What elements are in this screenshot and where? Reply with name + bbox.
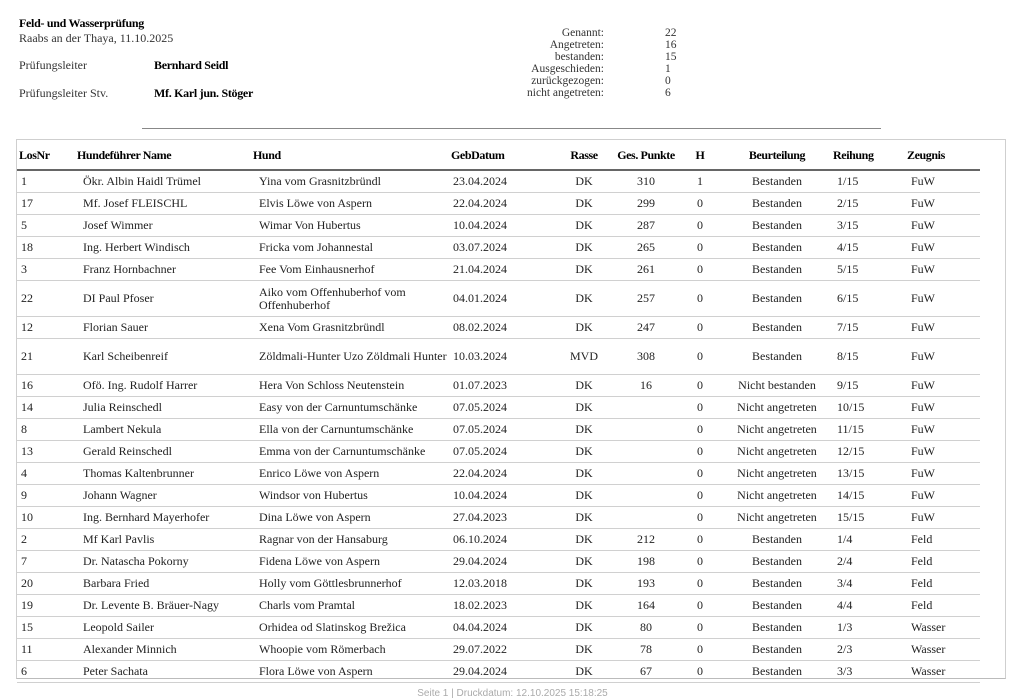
col-reihung-cell: 1/3 <box>831 617 905 639</box>
results-table <box>17 140 980 683</box>
col-rasse-cell: DK <box>553 419 615 441</box>
col-gebdatum-cell: 04.01.2024 <box>449 281 553 317</box>
col-rasse-cell: DK <box>553 259 615 281</box>
stat-label: zurückgezogen: <box>531 75 604 87</box>
col-reihung-cell: 2/4 <box>831 551 905 573</box>
col-zeugnis-cell: Wasser <box>905 661 980 683</box>
col-hundefuehrer-cell: Julia Reinschedl <box>75 397 251 419</box>
table-row <box>17 339 980 375</box>
col-hundefuehrer-cell: Dr. Natascha Pokorny <box>75 551 251 573</box>
stat-label: Angetreten: <box>549 39 604 51</box>
col-hund-cell: Fricka vom Johannestal <box>251 237 449 259</box>
col-losnr-cell: 17 <box>17 193 75 215</box>
col-gebdatum-cell: 07.05.2024 <box>449 441 553 463</box>
col-beurteilung-cell: Bestanden <box>723 215 831 237</box>
col-hundefuehrer-cell: Leopold Sailer <box>75 617 251 639</box>
col-punkte-cell: 67 <box>615 661 677 683</box>
col-zeugnis-cell: Feld <box>905 573 980 595</box>
table-row <box>17 281 980 317</box>
col-gebdatum-cell: 29.07.2022 <box>449 639 553 661</box>
col-reihung-cell: 8/15 <box>831 339 905 375</box>
table-row <box>17 551 980 573</box>
col-beurteilung-cell: Bestanden <box>723 595 831 617</box>
header-col-gebdatum: GebDatum <box>449 140 553 170</box>
col-h-cell: 0 <box>677 281 723 317</box>
table-row <box>17 170 980 193</box>
col-zeugnis-cell: FuW <box>905 375 980 397</box>
col-punkte-cell: 164 <box>615 595 677 617</box>
col-hundefuehrer-cell: Ing. Bernhard Mayerhofer <box>75 507 251 529</box>
col-reihung-cell: 2/15 <box>831 193 905 215</box>
col-reihung-cell: 6/15 <box>831 281 905 317</box>
col-punkte-cell <box>615 441 677 463</box>
col-h-cell: 0 <box>677 419 723 441</box>
col-gebdatum-cell: 03.07.2024 <box>449 237 553 259</box>
col-h-cell: 1 <box>677 170 723 193</box>
col-zeugnis-cell: FuW <box>905 237 980 259</box>
header-col-rasse: Rasse <box>553 140 615 170</box>
col-hund-cell: Easy von der Carnuntumschänke <box>251 397 449 419</box>
col-losnr-cell: 4 <box>17 463 75 485</box>
col-losnr-cell: 20 <box>17 573 75 595</box>
col-h-cell: 0 <box>677 317 723 339</box>
col-gebdatum-cell: 27.04.2023 <box>449 507 553 529</box>
col-zeugnis-cell: FuW <box>905 419 980 441</box>
col-gebdatum-cell: 23.04.2024 <box>449 170 553 193</box>
table-row <box>17 441 980 463</box>
col-hundefuehrer-cell: Franz Hornbachner <box>75 259 251 281</box>
col-rasse-cell: DK <box>553 215 615 237</box>
col-hundefuehrer-cell: Gerald Reinschedl <box>75 441 251 463</box>
col-punkte-cell <box>615 397 677 419</box>
col-zeugnis-cell: FuW <box>905 507 980 529</box>
col-beurteilung-cell: Nicht angetreten <box>723 441 831 463</box>
col-hund-cell: Whoopie vom Römerbach <box>251 639 449 661</box>
col-punkte-cell: 261 <box>615 259 677 281</box>
stat-row <box>500 39 700 51</box>
col-punkte-cell <box>615 507 677 529</box>
col-hund-cell: Xena Vom Grasnitzbründl <box>251 317 449 339</box>
table-row <box>17 661 980 683</box>
col-punkte-cell: 257 <box>615 281 677 317</box>
col-hund-cell: Windsor von Hubertus <box>251 485 449 507</box>
col-zeugnis-cell: Wasser <box>905 617 980 639</box>
deputy-label: Prüfungsleiter Stv. <box>19 86 109 100</box>
col-zeugnis-cell: FuW <box>905 170 980 193</box>
col-zeugnis-cell: FuW <box>905 463 980 485</box>
col-losnr-cell: 5 <box>17 215 75 237</box>
col-gebdatum-cell: 06.10.2024 <box>449 529 553 551</box>
col-gebdatum-cell: 01.07.2023 <box>449 375 553 397</box>
col-reihung-cell: 7/15 <box>831 317 905 339</box>
col-losnr-cell: 3 <box>17 259 75 281</box>
col-reihung-cell: 1/15 <box>831 170 905 193</box>
col-beurteilung-cell: Nicht bestanden <box>723 375 831 397</box>
col-gebdatum-cell: 29.04.2024 <box>449 661 553 683</box>
col-rasse-cell: MVD <box>553 339 615 375</box>
col-hundefuehrer-cell: Ing. Herbert Windisch <box>75 237 251 259</box>
col-punkte-cell: 193 <box>615 573 677 595</box>
statistics-summary <box>500 27 700 99</box>
header-col-beurteilung: Beurteilung <box>723 140 831 170</box>
col-gebdatum-cell: 07.05.2024 <box>449 397 553 419</box>
col-gebdatum-cell: 07.05.2024 <box>449 419 553 441</box>
col-punkte-cell: 265 <box>615 237 677 259</box>
col-beurteilung-cell: Bestanden <box>723 339 831 375</box>
col-losnr-cell: 18 <box>17 237 75 259</box>
col-reihung-cell: 12/15 <box>831 441 905 463</box>
col-hund-cell: Hera Von Schloss Neutenstein <box>251 375 449 397</box>
document-title: Feld- und Wasserprüfung <box>19 16 144 30</box>
table-row <box>17 595 980 617</box>
header-col-reihung: Reihung <box>831 140 905 170</box>
col-hundefuehrer-cell: Barbara Fried <box>75 573 251 595</box>
col-h-cell: 0 <box>677 463 723 485</box>
col-zeugnis-cell: FuW <box>905 317 980 339</box>
col-zeugnis-cell: FuW <box>905 259 980 281</box>
col-hundefuehrer-cell: Karl Scheibenreif <box>75 339 251 375</box>
col-h-cell: 0 <box>677 573 723 595</box>
stat-label: bestanden: <box>554 51 604 63</box>
col-losnr-cell: 12 <box>17 317 75 339</box>
stat-value: 0 <box>665 75 671 87</box>
stat-row <box>500 63 700 75</box>
col-hund-cell: Aiko vom Offenhuberhof vom Offenhuberhof <box>251 281 449 317</box>
col-gebdatum-cell: 04.04.2024 <box>449 617 553 639</box>
col-beurteilung-cell: Bestanden <box>723 617 831 639</box>
col-h-cell: 0 <box>677 617 723 639</box>
stat-row <box>500 75 700 87</box>
col-losnr-cell: 7 <box>17 551 75 573</box>
col-h-cell: 0 <box>677 441 723 463</box>
col-zeugnis-cell: FuW <box>905 441 980 463</box>
col-hund-cell: Flora Löwe von Aspern <box>251 661 449 683</box>
stat-row <box>500 87 700 99</box>
col-rasse-cell: DK <box>553 573 615 595</box>
col-punkte-cell: 80 <box>615 617 677 639</box>
col-beurteilung-cell: Bestanden <box>723 259 831 281</box>
table-header-row <box>17 140 980 170</box>
col-reihung-cell: 10/15 <box>831 397 905 419</box>
col-rasse-cell: DK <box>553 485 615 507</box>
location-date: Raabs an der Thaya, 11.10.2025 <box>19 31 174 45</box>
col-rasse-cell: DK <box>553 551 615 573</box>
header-col-losnr: LosNr <box>17 140 75 170</box>
stat-value: 1 <box>665 63 671 75</box>
stat-row <box>500 27 700 39</box>
table-row <box>17 507 980 529</box>
col-hundefuehrer-cell: Dr. Levente B. Bräuer-Nagy <box>75 595 251 617</box>
col-punkte-cell: 198 <box>615 551 677 573</box>
col-punkte-cell: 16 <box>615 375 677 397</box>
col-h-cell: 0 <box>677 215 723 237</box>
col-gebdatum-cell: 18.02.2023 <box>449 595 553 617</box>
col-zeugnis-cell: Wasser <box>905 639 980 661</box>
col-rasse-cell: DK <box>553 237 615 259</box>
col-punkte-cell: 308 <box>615 339 677 375</box>
stat-value: 16 <box>665 39 677 51</box>
col-zeugnis-cell: FuW <box>905 215 980 237</box>
col-h-cell: 0 <box>677 237 723 259</box>
col-gebdatum-cell: 10.04.2024 <box>449 215 553 237</box>
table-row <box>17 529 980 551</box>
col-gebdatum-cell: 10.04.2024 <box>449 485 553 507</box>
table-row <box>17 573 980 595</box>
col-rasse-cell: DK <box>553 595 615 617</box>
col-hundefuehrer-cell: Alexander Minnich <box>75 639 251 661</box>
col-reihung-cell: 2/3 <box>831 639 905 661</box>
col-zeugnis-cell: FuW <box>905 485 980 507</box>
col-beurteilung-cell: Bestanden <box>723 639 831 661</box>
col-h-cell: 0 <box>677 529 723 551</box>
col-zeugnis-cell: FuW <box>905 397 980 419</box>
col-punkte-cell: 299 <box>615 193 677 215</box>
col-zeugnis-cell: Feld <box>905 529 980 551</box>
col-beurteilung-cell: Bestanden <box>723 573 831 595</box>
col-hund-cell: Fee Vom Einhausnerhof <box>251 259 449 281</box>
col-hundefuehrer-cell: Ofö. Ing. Rudolf Harrer <box>75 375 251 397</box>
col-rasse-cell: DK <box>553 441 615 463</box>
col-h-cell: 0 <box>677 661 723 683</box>
col-hundefuehrer-cell: Thomas Kaltenbrunner <box>75 463 251 485</box>
table-row <box>17 485 980 507</box>
col-losnr-cell: 2 <box>17 529 75 551</box>
col-rasse-cell: DK <box>553 661 615 683</box>
col-hund-cell: Charls vom Pramtal <box>251 595 449 617</box>
header-col-punkte: Ges. Punkte <box>615 140 677 170</box>
col-rasse-cell: DK <box>553 529 615 551</box>
col-hundefuehrer-cell: Florian Sauer <box>75 317 251 339</box>
col-punkte-cell <box>615 485 677 507</box>
col-beurteilung-cell: Nicht angetreten <box>723 485 831 507</box>
header-col-zeugnis: Zeugnis <box>905 140 980 170</box>
col-reihung-cell: 13/15 <box>831 463 905 485</box>
col-punkte-cell: 247 <box>615 317 677 339</box>
col-reihung-cell: 3/15 <box>831 215 905 237</box>
col-hund-cell: Dina Löwe von Aspern <box>251 507 449 529</box>
col-gebdatum-cell: 10.03.2024 <box>449 339 553 375</box>
stat-label: nicht angetreten: <box>527 87 604 99</box>
col-punkte-cell: 212 <box>615 529 677 551</box>
col-rasse-cell: DK <box>553 463 615 485</box>
col-gebdatum-cell: 22.04.2024 <box>449 193 553 215</box>
col-losnr-cell: 10 <box>17 507 75 529</box>
col-zeugnis-cell: Feld <box>905 551 980 573</box>
col-losnr-cell: 8 <box>17 419 75 441</box>
col-h-cell: 0 <box>677 551 723 573</box>
col-beurteilung-cell: Nicht angetreten <box>723 397 831 419</box>
col-hund-cell: Wimar Von Hubertus <box>251 215 449 237</box>
table-row <box>17 463 980 485</box>
header-col-h: H <box>677 140 723 170</box>
col-hund-cell: Yina vom Grasnitzbründl <box>251 170 449 193</box>
col-hund-cell: Ragnar von der Hansaburg <box>251 529 449 551</box>
col-reihung-cell: 11/15 <box>831 419 905 441</box>
col-beurteilung-cell: Bestanden <box>723 551 831 573</box>
col-h-cell: 0 <box>677 193 723 215</box>
col-punkte-cell: 310 <box>615 170 677 193</box>
col-rasse-cell: DK <box>553 170 615 193</box>
col-reihung-cell: 4/4 <box>831 595 905 617</box>
col-h-cell: 0 <box>677 507 723 529</box>
col-losnr-cell: 1 <box>17 170 75 193</box>
col-hundefuehrer-cell: Johann Wagner <box>75 485 251 507</box>
table-row <box>17 397 980 419</box>
col-losnr-cell: 14 <box>17 397 75 419</box>
col-losnr-cell: 22 <box>17 281 75 317</box>
col-punkte-cell <box>615 463 677 485</box>
deputy-name: Mf. Karl jun. Stöger <box>154 86 253 100</box>
col-reihung-cell: 4/15 <box>831 237 905 259</box>
col-losnr-cell: 11 <box>17 639 75 661</box>
col-rasse-cell: DK <box>553 639 615 661</box>
col-zeugnis-cell: FuW <box>905 281 980 317</box>
col-hundefuehrer-cell: Lambert Nekula <box>75 419 251 441</box>
col-reihung-cell: 3/4 <box>831 573 905 595</box>
col-beurteilung-cell: Nicht angetreten <box>723 463 831 485</box>
stat-label: Ausgeschieden: <box>531 63 604 75</box>
col-beurteilung-cell: Bestanden <box>723 281 831 317</box>
table-row <box>17 419 980 441</box>
col-hundefuehrer-cell: Mf. Josef FLEISCHL <box>75 193 251 215</box>
col-losnr-cell: 16 <box>17 375 75 397</box>
col-rasse-cell: DK <box>553 507 615 529</box>
col-hund-cell: Enrico Löwe von Aspern <box>251 463 449 485</box>
col-hund-cell: Ella von der Carnuntumschänke <box>251 419 449 441</box>
leader-name: Bernhard Seidl <box>154 58 229 72</box>
col-punkte-cell: 78 <box>615 639 677 661</box>
col-h-cell: 0 <box>677 397 723 419</box>
col-losnr-cell: 21 <box>17 339 75 375</box>
col-gebdatum-cell: 22.04.2024 <box>449 463 553 485</box>
col-hundefuehrer-cell: Ökr. Albin Haidl Trümel <box>75 170 251 193</box>
col-gebdatum-cell: 12.03.2018 <box>449 573 553 595</box>
col-reihung-cell: 15/15 <box>831 507 905 529</box>
col-losnr-cell: 13 <box>17 441 75 463</box>
col-rasse-cell: DK <box>553 281 615 317</box>
table-row <box>17 639 980 661</box>
table-row <box>17 617 980 639</box>
col-beurteilung-cell: Nicht angetreten <box>723 507 831 529</box>
col-h-cell: 0 <box>677 339 723 375</box>
table-row <box>17 317 980 339</box>
col-h-cell: 0 <box>677 375 723 397</box>
col-rasse-cell: DK <box>553 397 615 419</box>
table-row <box>17 375 980 397</box>
col-zeugnis-cell: Feld <box>905 595 980 617</box>
col-beurteilung-cell: Bestanden <box>723 317 831 339</box>
col-hundefuehrer-cell: Josef Wimmer <box>75 215 251 237</box>
col-hund-cell: Elvis Löwe von Aspern <box>251 193 449 215</box>
col-hund-cell: Fidena Löwe von Aspern <box>251 551 449 573</box>
stat-label: Genannt: <box>561 27 604 39</box>
col-zeugnis-cell: FuW <box>905 193 980 215</box>
col-beurteilung-cell: Bestanden <box>723 237 831 259</box>
col-losnr-cell: 15 <box>17 617 75 639</box>
col-beurteilung-cell: Nicht angetreten <box>723 419 831 441</box>
col-losnr-cell: 6 <box>17 661 75 683</box>
col-gebdatum-cell: 08.02.2024 <box>449 317 553 339</box>
col-rasse-cell: DK <box>553 375 615 397</box>
col-rasse-cell: DK <box>553 617 615 639</box>
col-gebdatum-cell: 29.04.2024 <box>449 551 553 573</box>
col-rasse-cell: DK <box>553 193 615 215</box>
table-row <box>17 259 980 281</box>
col-hundefuehrer-cell: Mf Karl Pavlis <box>75 529 251 551</box>
leader-label: Prüfungsleiter <box>19 58 87 72</box>
col-h-cell: 0 <box>677 595 723 617</box>
col-zeugnis-cell: FuW <box>905 339 980 375</box>
header-col-hundefuehrer: Hundeführer Name <box>75 140 251 170</box>
header-col-hund: Hund <box>251 140 449 170</box>
page-footer: Seite 1 | Druckdatum: 12.10.2025 15:18:25 <box>417 688 608 699</box>
stat-value: 22 <box>665 27 677 39</box>
stat-value: 6 <box>665 87 671 99</box>
col-hundefuehrer-cell: DI Paul Pfoser <box>75 281 251 317</box>
col-losnr-cell: 19 <box>17 595 75 617</box>
col-h-cell: 0 <box>677 639 723 661</box>
col-hund-cell: Emma von der Carnuntumschänke <box>251 441 449 463</box>
col-beurteilung-cell: Bestanden <box>723 170 831 193</box>
col-reihung-cell: 9/15 <box>831 375 905 397</box>
col-beurteilung-cell: Bestanden <box>723 529 831 551</box>
col-beurteilung-cell: Bestanden <box>723 193 831 215</box>
col-reihung-cell: 3/3 <box>831 661 905 683</box>
col-losnr-cell: 9 <box>17 485 75 507</box>
stat-value: 15 <box>665 51 677 63</box>
col-h-cell: 0 <box>677 259 723 281</box>
table-row <box>17 215 980 237</box>
col-h-cell: 0 <box>677 485 723 507</box>
table-row <box>17 237 980 259</box>
col-punkte-cell <box>615 419 677 441</box>
col-beurteilung-cell: Bestanden <box>723 661 831 683</box>
header-divider <box>142 128 881 129</box>
stat-row <box>500 51 700 63</box>
col-hund-cell: Orhidea od Slatinskog Brežica <box>251 617 449 639</box>
col-reihung-cell: 14/15 <box>831 485 905 507</box>
col-rasse-cell: DK <box>553 317 615 339</box>
col-reihung-cell: 5/15 <box>831 259 905 281</box>
col-reihung-cell: 1/4 <box>831 529 905 551</box>
col-gebdatum-cell: 21.04.2024 <box>449 259 553 281</box>
col-hund-cell: Holly vom Göttlesbrunnerhof <box>251 573 449 595</box>
table-row <box>17 193 980 215</box>
col-hundefuehrer-cell: Peter Sachata <box>75 661 251 683</box>
col-hund-cell: Zöldmali-Hunter Uzo Zöldmali Hunter <box>251 339 449 375</box>
col-punkte-cell: 287 <box>615 215 677 237</box>
